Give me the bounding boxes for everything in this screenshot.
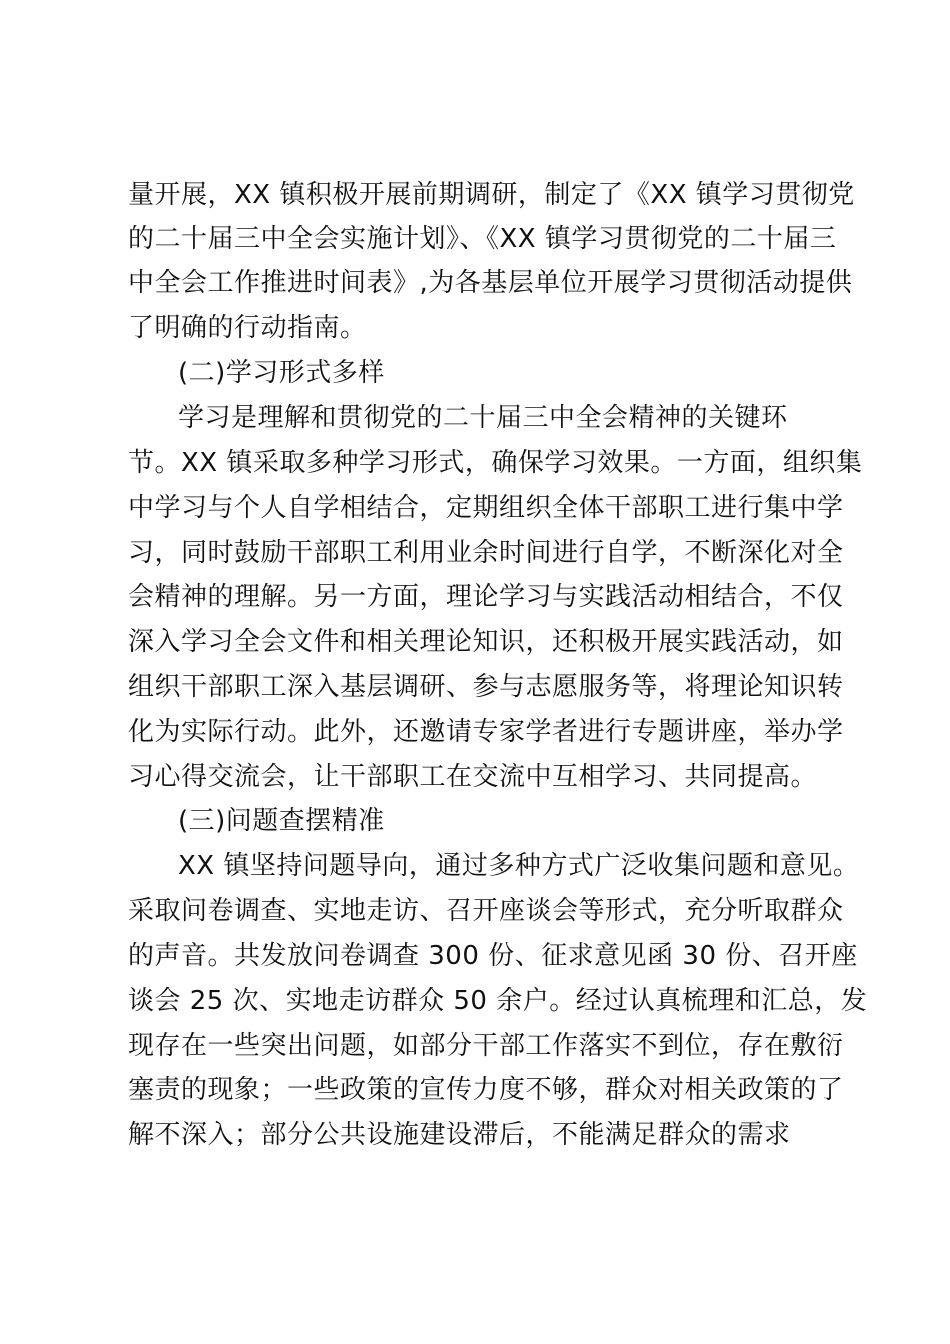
paragraph-line: 学习是理解和贯彻党的二十届三中全会精神的关键环 [178,403,788,433]
paragraph-line: 采取问卷调查、实地走访、召开座谈会等形式，充分听取群众 [128,896,844,926]
paragraph-line: 习心得交流会，让干部职工在交流中互相学习、共同提高。 [128,762,818,792]
paragraph-line: 化为实际行动。此外，还邀请专家学者进行专题讲座，举办学 [128,717,844,747]
paragraph-line: 量开展，XX 镇积极开展前期调研，制定了《XX 镇学习贯彻党 [128,180,855,210]
paragraph-line: 习，同时鼓励干部职工利用业余时间进行自学，不断深化对全 [128,538,844,568]
paragraph-line: 的二十届三中全会实施计划》、《XX 镇学习贯彻党的二十届三 [128,224,837,254]
paragraph-line: 节。XX 镇采取多种学习形式，确保学习效果。一方面，组织集 [128,448,863,478]
paragraph-line: 深入学习全会文件和相关理论知识，还积极开展实践活动，如 [128,627,844,657]
paragraph-line: 中全会工作推进时间表》,为各基层单位开展学习贯彻活动提供 [128,268,853,298]
paragraph-line: 塞责的现象；一些政策的宣传力度不够，群众对相关政策的了 [128,1075,844,1105]
paragraph-line: 中学习与个人自学相结合，定期组织全体干部职工进行集中学 [128,493,844,523]
paragraph-line: 会精神的理解。另一方面，理论学习与实践活动相结合，不仅 [128,582,844,612]
paragraph-line: 了明确的行动指南。 [128,313,367,343]
paragraph-line: 现存在一些突出问题，如部分干部工作落实不到位，存在敷衍 [128,1031,844,1061]
section-heading: (二)学习形式多样 [178,358,385,388]
paragraph-line: 组织干部职工深入基层调研、参与志愿服务等，将理论知识转 [128,672,844,702]
paragraph-line: 谈会 25 次、实地走访群众 50 余户。经过认真梳理和汇总，发 [128,986,868,1016]
paragraph-line: 的声音。共发放问卷调查 300 份、征求意见函 30 份、召开座 [128,941,858,971]
section-heading: (三)问题查摆精准 [178,806,385,836]
paragraph-line: 解不深入；部分公共设施建设滞后，不能满足群众的需求 [128,1120,791,1150]
paragraph-line: XX 镇坚持问题导向，通过多种方式广泛收集问题和意见。 [178,851,860,881]
